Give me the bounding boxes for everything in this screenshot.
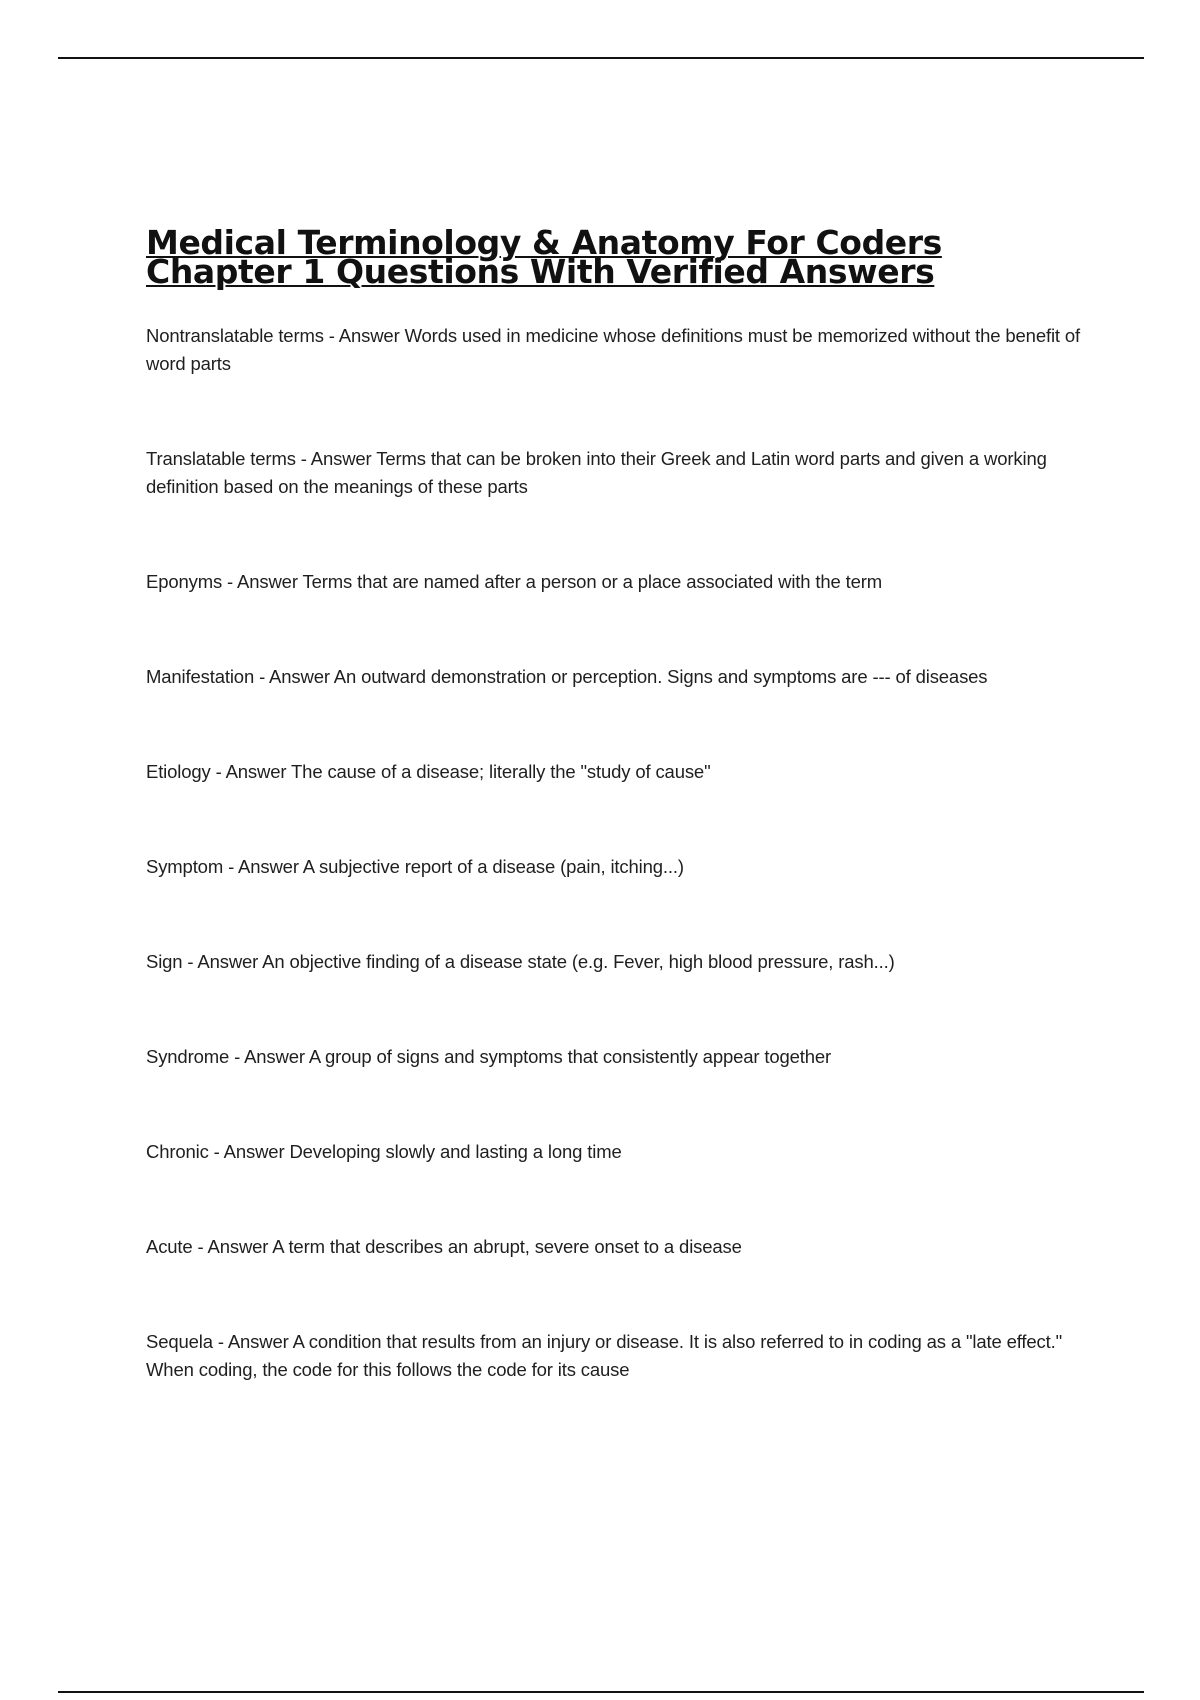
qa-item-manifestation: Manifestation - Answer An outward demonstration or perception. Signs and symptoms are --- of diseases	[146, 666, 988, 687]
qa-list	[146, 322, 1096, 1384]
qa-item-acute: Acute - Answer A term that describes an abrupt, severe onset to a disease	[146, 1236, 742, 1257]
qa-item-symptom: Symptom - Answer A subjective report of a disease (pain, itching...)	[146, 856, 684, 877]
header-rule	[58, 57, 1144, 59]
qa-item-syndrome: Syndrome - Answer A group of signs and symptoms that consistently appear together	[146, 1046, 832, 1067]
document-body	[146, 223, 1096, 1451]
qa-item-sequela: Sequela - Answer A condition that results from an injury or disease. It is also referred to in coding as a "late effect." When coding, the code for this follows the code for its cause	[146, 1331, 1063, 1380]
qa-item-chronic: Chronic - Answer Developing slowly and lasting a long time	[146, 1141, 622, 1162]
qa-item-eponyms: Eponyms - Answer Terms that are named after a person or a place associated with the term	[146, 571, 883, 592]
qa-item-etiology: Etiology - Answer The cause of a disease; literally the "study of cause"	[146, 761, 711, 782]
qa-item-sign: Sign - Answer An objective finding of a disease state (e.g. Fever, high blood pressure, rash...)	[146, 951, 895, 972]
qa-item-translatable-terms: Translatable terms - Answer Terms that can be broken into their Greek and Latin word parts and given a working definition based on the meanings of these parts	[146, 448, 1047, 497]
document-title: Medical Terminology & Anatomy For Coders Chapter 1 Questions With Verified Answers	[146, 223, 942, 291]
qa-item-nontranslatable-terms: Nontranslatable terms - Answer Words used in medicine whose definitions must be memorized without the benefit of word parts	[146, 325, 1081, 374]
footer-rule	[58, 1691, 1144, 1693]
